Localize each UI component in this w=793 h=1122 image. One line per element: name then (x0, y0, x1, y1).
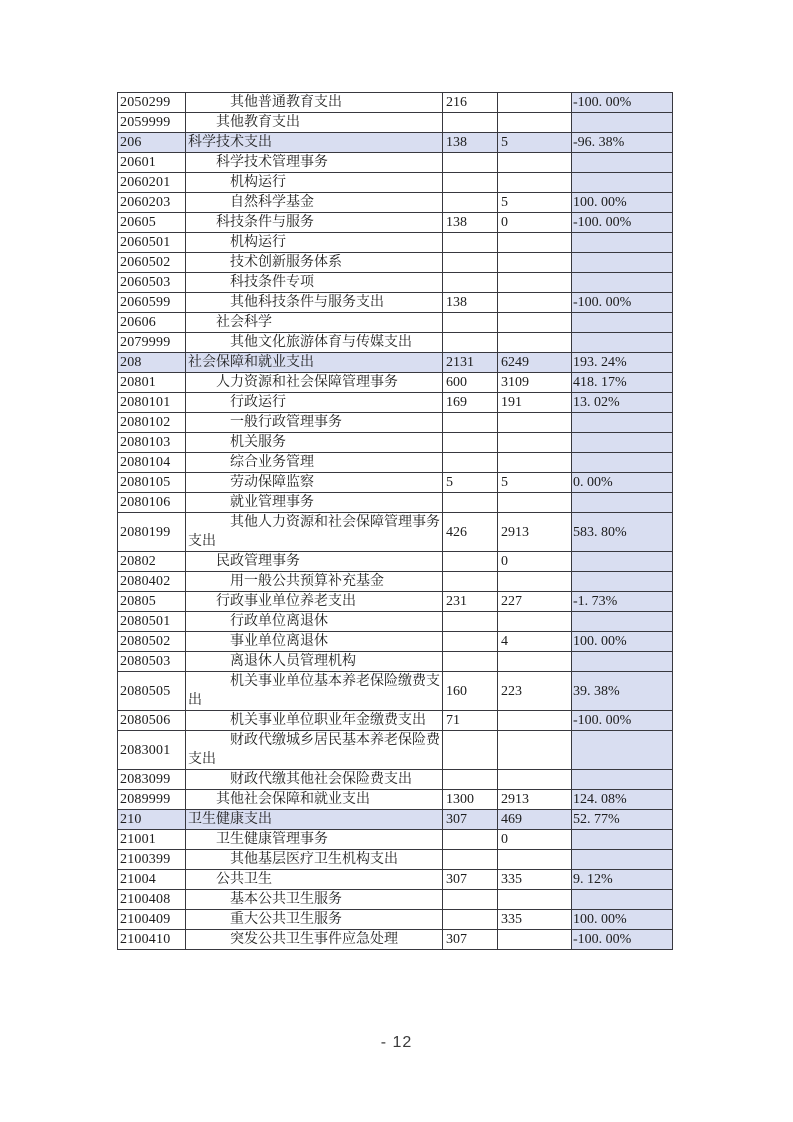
cell-item-name: 财政代缴城乡居民基本养老保险费支出 (186, 731, 443, 770)
cell-item-name: 事业单位离退休 (186, 632, 443, 652)
cell-code: 21001 (118, 830, 186, 850)
table-row (118, 572, 673, 592)
cell-change-pct (572, 113, 673, 133)
cell-change-pct (572, 453, 673, 473)
cell-code: 20801 (118, 373, 186, 393)
cell-item-name: 机构运行 (186, 233, 443, 253)
cell-item-name: 行政运行 (186, 393, 443, 413)
cell-change-pct: 124. 08% (572, 790, 673, 810)
cell-item-name: 机关事业单位职业年金缴费支出 (186, 711, 443, 731)
cell-amount-curr: 335 (498, 870, 572, 890)
cell-amount-curr (498, 153, 572, 173)
cell-amount-prev: 138 (443, 293, 498, 313)
table-row (118, 612, 673, 632)
cell-amount-curr (498, 770, 572, 790)
cell-code: 2050299 (118, 93, 186, 113)
cell-change-pct (572, 850, 673, 870)
cell-item-name: 综合业务管理 (186, 453, 443, 473)
cell-change-pct (572, 433, 673, 453)
cell-amount-prev (443, 632, 498, 652)
cell-amount-prev: 160 (443, 672, 498, 711)
cell-change-pct: -100. 00% (572, 213, 673, 233)
cell-item-name: 就业管理事务 (186, 493, 443, 513)
table-row (118, 233, 673, 253)
cell-item-name: 其他基层医疗卫生机构支出 (186, 850, 443, 870)
cell-amount-prev (443, 313, 498, 333)
cell-amount-prev (443, 193, 498, 213)
cell-change-pct: 100. 00% (572, 193, 673, 213)
cell-amount-curr (498, 233, 572, 253)
cell-amount-prev (443, 612, 498, 632)
cell-code: 2080502 (118, 632, 186, 652)
cell-item-name: 用一般公共预算补充基金 (186, 572, 443, 592)
cell-amount-curr (498, 850, 572, 870)
cell-item-name: 公共卫生 (186, 870, 443, 890)
cell-amount-prev (443, 493, 498, 513)
cell-amount-curr: 227 (498, 592, 572, 612)
cell-change-pct (572, 493, 673, 513)
cell-amount-curr: 0 (498, 213, 572, 233)
cell-item-name: 科学技术管理事务 (186, 153, 443, 173)
cell-code: 2100399 (118, 850, 186, 870)
cell-code: 2079999 (118, 333, 186, 353)
cell-item-name: 一般行政管理事务 (186, 413, 443, 433)
cell-amount-curr (498, 253, 572, 273)
cell-code: 2089999 (118, 790, 186, 810)
cell-amount-prev (443, 253, 498, 273)
cell-amount-prev (443, 113, 498, 133)
cell-change-pct: 418. 17% (572, 373, 673, 393)
cell-amount-curr (498, 731, 572, 770)
cell-code: 2080506 (118, 711, 186, 731)
cell-amount-prev (443, 770, 498, 790)
cell-code: 2080101 (118, 393, 186, 413)
table-row (118, 552, 673, 572)
cell-amount-curr: 6249 (498, 353, 572, 373)
cell-code: 2080106 (118, 493, 186, 513)
table-row (118, 253, 673, 273)
cell-code: 2060599 (118, 293, 186, 313)
cell-change-pct (572, 830, 673, 850)
table-row (118, 113, 673, 133)
cell-amount-curr (498, 413, 572, 433)
cell-code: 2060203 (118, 193, 186, 213)
cell-change-pct (572, 731, 673, 770)
cell-amount-curr (498, 493, 572, 513)
page-number: - 12 (380, 1034, 413, 1051)
cell-amount-prev (443, 273, 498, 293)
cell-code: 2080505 (118, 672, 186, 711)
cell-amount-curr (498, 890, 572, 910)
cell-amount-prev (443, 453, 498, 473)
cell-amount-prev: 307 (443, 930, 498, 950)
cell-amount-curr (498, 572, 572, 592)
cell-change-pct: 9. 12% (572, 870, 673, 890)
cell-item-name: 卫生健康支出 (186, 810, 443, 830)
cell-item-name: 其他文化旅游体育与传媒支出 (186, 333, 443, 353)
table-row (118, 293, 673, 313)
cell-code: 20805 (118, 592, 186, 612)
cell-amount-prev (443, 552, 498, 572)
cell-code: 210 (118, 810, 186, 830)
cell-change-pct (572, 612, 673, 632)
table-row (118, 93, 673, 113)
table-row (118, 711, 673, 731)
cell-item-name: 自然科学基金 (186, 193, 443, 213)
cell-item-name: 科技条件专项 (186, 273, 443, 293)
table-row (118, 153, 673, 173)
cell-item-name: 机构运行 (186, 173, 443, 193)
cell-item-name: 重大公共卫生服务 (186, 910, 443, 930)
cell-amount-curr (498, 612, 572, 632)
cell-item-name: 机关服务 (186, 433, 443, 453)
cell-amount-prev (443, 910, 498, 930)
cell-amount-curr: 223 (498, 672, 572, 711)
cell-amount-prev (443, 153, 498, 173)
cell-code: 20605 (118, 213, 186, 233)
cell-amount-curr: 5 (498, 473, 572, 493)
cell-change-pct (572, 173, 673, 193)
table-row (118, 632, 673, 652)
cell-amount-prev (443, 890, 498, 910)
table-row (118, 433, 673, 453)
cell-amount-prev: 71 (443, 711, 498, 731)
cell-item-name: 其他普通教育支出 (186, 93, 443, 113)
cell-item-name: 财政代缴其他社会保险费支出 (186, 770, 443, 790)
cell-change-pct (572, 572, 673, 592)
cell-amount-prev (443, 413, 498, 433)
cell-amount-curr: 5 (498, 193, 572, 213)
cell-code: 2080501 (118, 612, 186, 632)
cell-amount-prev (443, 652, 498, 672)
cell-change-pct (572, 652, 673, 672)
cell-item-name: 突发公共卫生事件应急处理 (186, 930, 443, 950)
cell-change-pct: 0. 00% (572, 473, 673, 493)
cell-amount-curr (498, 433, 572, 453)
cell-change-pct: 193. 24% (572, 353, 673, 373)
cell-code: 2060502 (118, 253, 186, 273)
cell-item-name: 离退休人员管理机构 (186, 652, 443, 672)
cell-amount-curr (498, 313, 572, 333)
cell-code: 2080103 (118, 433, 186, 453)
cell-code: 2059999 (118, 113, 186, 133)
cell-item-name: 人力资源和社会保障管理事务 (186, 373, 443, 393)
cell-amount-prev: 1300 (443, 790, 498, 810)
cell-item-name: 行政单位离退休 (186, 612, 443, 632)
table-row (118, 870, 673, 890)
cell-amount-prev: 307 (443, 810, 498, 830)
cell-code: 2080105 (118, 473, 186, 493)
table-row (118, 373, 673, 393)
cell-amount-prev (443, 572, 498, 592)
cell-change-pct: -96. 38% (572, 133, 673, 153)
cell-item-name: 基本公共卫生服务 (186, 890, 443, 910)
cell-item-name: 机关事业单位基本养老保险缴费支出 (186, 672, 443, 711)
cell-amount-curr (498, 453, 572, 473)
cell-code: 2080402 (118, 572, 186, 592)
cell-change-pct (572, 273, 673, 293)
table-row (118, 353, 673, 373)
table-row (118, 830, 673, 850)
cell-amount-curr (498, 711, 572, 731)
cell-change-pct: 39. 38% (572, 672, 673, 711)
cell-item-name: 卫生健康管理事务 (186, 830, 443, 850)
table-row (118, 453, 673, 473)
cell-change-pct (572, 233, 673, 253)
cell-code: 20802 (118, 552, 186, 572)
cell-item-name: 其他科技条件与服务支出 (186, 293, 443, 313)
cell-change-pct (572, 253, 673, 273)
cell-code: 2080104 (118, 453, 186, 473)
cell-code: 2060201 (118, 173, 186, 193)
cell-amount-curr (498, 273, 572, 293)
cell-change-pct: 583. 80% (572, 513, 673, 552)
table-row (118, 273, 673, 293)
table-row (118, 810, 673, 830)
cell-amount-curr: 2913 (498, 790, 572, 810)
table-row (118, 333, 673, 353)
cell-change-pct (572, 552, 673, 572)
cell-item-name: 社会保障和就业支出 (186, 353, 443, 373)
cell-item-name: 技术创新服务体系 (186, 253, 443, 273)
cell-amount-prev: 169 (443, 393, 498, 413)
table-row (118, 930, 673, 950)
cell-amount-prev (443, 173, 498, 193)
cell-code: 2080199 (118, 513, 186, 552)
cell-amount-curr (498, 293, 572, 313)
cell-amount-prev: 231 (443, 592, 498, 612)
cell-change-pct: 13. 02% (572, 393, 673, 413)
cell-item-name: 行政事业单位养老支出 (186, 592, 443, 612)
cell-amount-curr (498, 333, 572, 353)
table-row (118, 592, 673, 612)
table-row (118, 770, 673, 790)
table-row (118, 890, 673, 910)
cell-change-pct: -100. 00% (572, 930, 673, 950)
cell-item-name: 民政管理事务 (186, 552, 443, 572)
cell-item-name: 劳动保障监察 (186, 473, 443, 493)
table-row (118, 313, 673, 333)
cell-code: 20606 (118, 313, 186, 333)
cell-item-name: 其他人力资源和社会保障管理事务支出 (186, 513, 443, 552)
cell-amount-prev (443, 433, 498, 453)
cell-amount-curr: 3109 (498, 373, 572, 393)
table-row (118, 413, 673, 433)
table-row (118, 473, 673, 493)
cell-amount-curr (498, 113, 572, 133)
cell-code: 2060503 (118, 273, 186, 293)
cell-change-pct: -100. 00% (572, 93, 673, 113)
cell-amount-curr: 2913 (498, 513, 572, 552)
cell-code: 2083099 (118, 770, 186, 790)
cell-item-name: 科学技术支出 (186, 133, 443, 153)
cell-amount-curr: 5 (498, 133, 572, 153)
cell-amount-curr: 0 (498, 830, 572, 850)
budget-table-body (118, 93, 673, 950)
cell-amount-prev: 138 (443, 133, 498, 153)
cell-amount-prev: 600 (443, 373, 498, 393)
cell-amount-prev: 426 (443, 513, 498, 552)
table-row (118, 910, 673, 930)
cell-code: 2080102 (118, 413, 186, 433)
cell-code: 2100409 (118, 910, 186, 930)
cell-change-pct (572, 770, 673, 790)
cell-change-pct: -100. 00% (572, 711, 673, 731)
cell-amount-prev (443, 830, 498, 850)
cell-change-pct (572, 333, 673, 353)
cell-amount-prev (443, 333, 498, 353)
cell-amount-curr: 4 (498, 632, 572, 652)
cell-amount-prev (443, 731, 498, 770)
cell-item-name: 科技条件与服务 (186, 213, 443, 233)
cell-code: 21004 (118, 870, 186, 890)
cell-amount-prev (443, 850, 498, 870)
cell-amount-curr: 0 (498, 552, 572, 572)
cell-item-name: 其他社会保障和就业支出 (186, 790, 443, 810)
cell-amount-curr: 469 (498, 810, 572, 830)
cell-amount-prev: 216 (443, 93, 498, 113)
cell-amount-curr: 335 (498, 910, 572, 930)
cell-code: 208 (118, 353, 186, 373)
cell-code: 2100410 (118, 930, 186, 950)
cell-amount-prev: 5 (443, 473, 498, 493)
cell-amount-prev (443, 233, 498, 253)
cell-change-pct: 52. 77% (572, 810, 673, 830)
cell-change-pct (572, 153, 673, 173)
cell-amount-prev: 2131 (443, 353, 498, 373)
cell-code: 2083001 (118, 731, 186, 770)
budget-table (117, 92, 673, 950)
cell-amount-prev: 307 (443, 870, 498, 890)
cell-amount-curr (498, 93, 572, 113)
cell-item-name: 社会科学 (186, 313, 443, 333)
cell-code: 206 (118, 133, 186, 153)
table-row (118, 173, 673, 193)
table-row (118, 731, 673, 770)
table-row (118, 652, 673, 672)
table-row (118, 513, 673, 552)
cell-change-pct: 100. 00% (572, 910, 673, 930)
cell-code: 2100408 (118, 890, 186, 910)
cell-code: 20601 (118, 153, 186, 173)
cell-amount-curr (498, 652, 572, 672)
cell-amount-curr (498, 173, 572, 193)
cell-change-pct: -1. 73% (572, 592, 673, 612)
cell-code: 2080503 (118, 652, 186, 672)
cell-change-pct (572, 313, 673, 333)
cell-code: 2060501 (118, 233, 186, 253)
table-row (118, 493, 673, 513)
table-row (118, 193, 673, 213)
cell-change-pct: 100. 00% (572, 632, 673, 652)
cell-item-name: 其他教育支出 (186, 113, 443, 133)
cell-amount-curr (498, 930, 572, 950)
table-row (118, 672, 673, 711)
table-row (118, 393, 673, 413)
table-row (118, 213, 673, 233)
table-row (118, 790, 673, 810)
cell-amount-prev: 138 (443, 213, 498, 233)
table-row (118, 850, 673, 870)
table-row (118, 133, 673, 153)
cell-amount-curr: 191 (498, 393, 572, 413)
cell-change-pct: -100. 00% (572, 293, 673, 313)
cell-change-pct (572, 890, 673, 910)
cell-change-pct (572, 413, 673, 433)
